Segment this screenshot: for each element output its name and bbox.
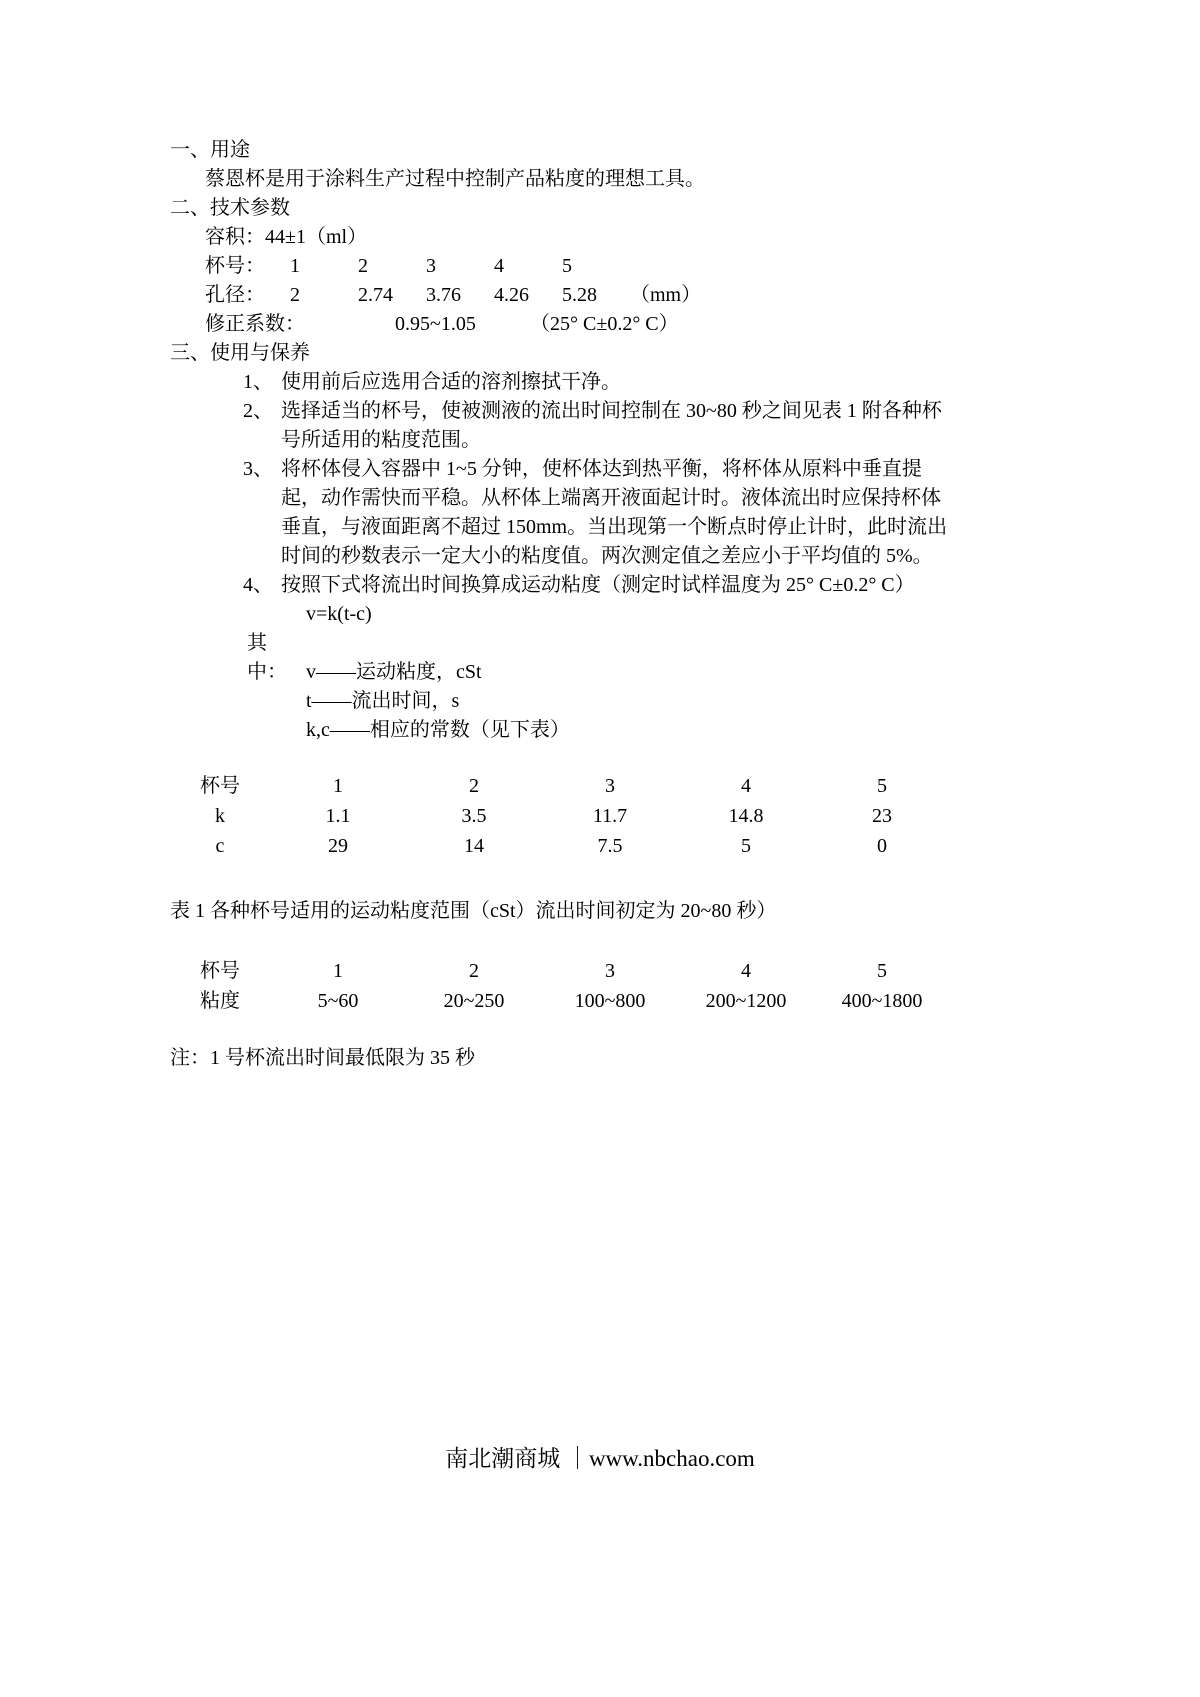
formula-where-line: k,c——相应的常数（见下表）: [306, 719, 570, 741]
table-cell: 14: [464, 835, 484, 857]
list-item-number: 2、: [243, 400, 273, 422]
viscosity-range-table: [170, 956, 970, 1016]
table-cell: 11.7: [592, 805, 628, 827]
note-text: 注：1 号杯流出时间最低限为 35 秒: [170, 1047, 475, 1069]
list-item-number: 1、: [243, 371, 273, 393]
row-label: c: [215, 835, 225, 857]
formula-where-label: 其中：: [247, 632, 287, 683]
table-cell: 3.5: [461, 805, 487, 827]
table-cell: 14.8: [728, 805, 764, 827]
formula-where-line: v——运动粘度，cSt: [306, 661, 482, 683]
table-cell: 4: [741, 960, 751, 982]
list-item-number: 4、: [243, 574, 273, 596]
table-cell: 1.1: [325, 805, 351, 827]
table-row: [170, 831, 970, 861]
document-content: [170, 136, 970, 1073]
cup-number-label: 杯号：: [205, 255, 265, 277]
table-cell: 5: [877, 960, 887, 982]
table-cell: 2: [469, 775, 479, 797]
table-cell: 3: [605, 775, 615, 797]
table-cell: 100~800: [574, 990, 646, 1012]
cup-number-value: 4: [494, 255, 504, 277]
correction-coefficient-line: [205, 310, 970, 339]
correction-coefficient-condition: （25° C±0.2° C）: [530, 313, 679, 335]
cup-number-value: 3: [426, 255, 436, 277]
list-item: [243, 571, 970, 600]
table-row: [170, 801, 970, 831]
cup-number-line: [205, 252, 970, 281]
section-3-heading: 三、使用与保养: [170, 342, 310, 364]
bore-diameter-value: 5.28: [562, 284, 597, 306]
row-label: 杯号: [200, 960, 240, 982]
cup-number-value: 1: [290, 255, 300, 277]
table-cell: 29: [328, 835, 348, 857]
formula-where-line: t——流出时间，s: [306, 690, 460, 712]
section-1-heading: 一、用途: [170, 139, 250, 161]
bore-diameter-value: 2.74: [358, 284, 393, 306]
table-cell: 0: [877, 835, 887, 857]
section-2-heading: 二、技术参数: [170, 197, 290, 219]
footer-text: 南北潮商城 ｜www.nbchao.com: [445, 1446, 755, 1471]
list-item: [243, 455, 970, 571]
bore-diameter-value: 4.26: [494, 284, 529, 306]
table-cell: 1: [333, 775, 343, 797]
list-item-text: 选择适当的杯号，使被测液的流出时间控制在 30~80 秒之间见表 1 附各种杯号所适用的粘度范围。: [281, 400, 942, 451]
table-cell: 400~1800: [841, 990, 923, 1012]
table-cell: 5~60: [317, 990, 359, 1012]
list-item: [243, 397, 970, 455]
list-item-text: 将杯体侵入容器中 1~5 分钟，使杯体达到热平衡，将杯体从原料中垂直提起，动作需快而平稳。从杯体上端离开液面起计时。液体流出时应保持杯体垂直，与液面距离不超过 150mm。当出现第一个断点时停止计时，此时流出时间的秒数表示一定大小的粘度值。两次测定值之差应小于平均值的 5%。: [281, 458, 948, 567]
table-row: [170, 771, 970, 801]
section-1-body: 蔡恩杯是用于涂料生产过程中控制产品粘度的理想工具。: [205, 168, 705, 190]
table-row: [170, 986, 970, 1016]
table-cell: 3: [605, 960, 615, 982]
list-item: [243, 368, 970, 397]
cup-number-value: 5: [562, 255, 572, 277]
bore-diameter-line: [205, 281, 970, 310]
table-cell: 4: [741, 775, 751, 797]
correction-coefficient-label: 修正系数：: [205, 313, 305, 335]
table-row: [170, 956, 970, 986]
usage-list: [243, 368, 970, 600]
row-label: k: [215, 805, 225, 827]
table-cell: 23: [872, 805, 892, 827]
table-cell: 5: [877, 775, 887, 797]
row-label: 杯号: [200, 775, 240, 797]
table-cell: 5: [741, 835, 751, 857]
table-cell: 7.5: [597, 835, 623, 857]
bore-diameter-value: 3.76: [426, 284, 461, 306]
table-cell: 1: [333, 960, 343, 982]
table-cell: 200~1200: [705, 990, 787, 1012]
row-label: 粘度: [200, 990, 240, 1012]
table-cell: 2: [469, 960, 479, 982]
list-item-number: 3、: [243, 458, 273, 480]
bore-diameter-unit: （mm）: [630, 284, 702, 306]
cup-number-value: 2: [358, 255, 368, 277]
kc-constants-table: [170, 771, 970, 861]
correction-coefficient-value: 0.95~1.05: [395, 313, 476, 335]
formula-where-row: [247, 629, 970, 687]
bore-diameter-value: 2: [290, 284, 300, 306]
list-item-text: 使用前后应选用合适的溶剂擦拭干净。: [281, 371, 621, 393]
volume-line: 容积：44±1（ml）: [205, 226, 368, 248]
list-item-text: 按照下式将流出时间换算成运动粘度（测定时试样温度为 25° C±0.2° C）: [281, 574, 915, 596]
bore-diameter-label: 孔径：: [205, 284, 265, 306]
kinematic-viscosity-formula: v=k(t-c): [306, 603, 372, 625]
table-cell: 20~250: [443, 990, 505, 1012]
table-1-caption: 表 1 各种杯号适用的运动粘度范围（cSt）流出时间初定为 20~80 秒）: [170, 900, 777, 922]
